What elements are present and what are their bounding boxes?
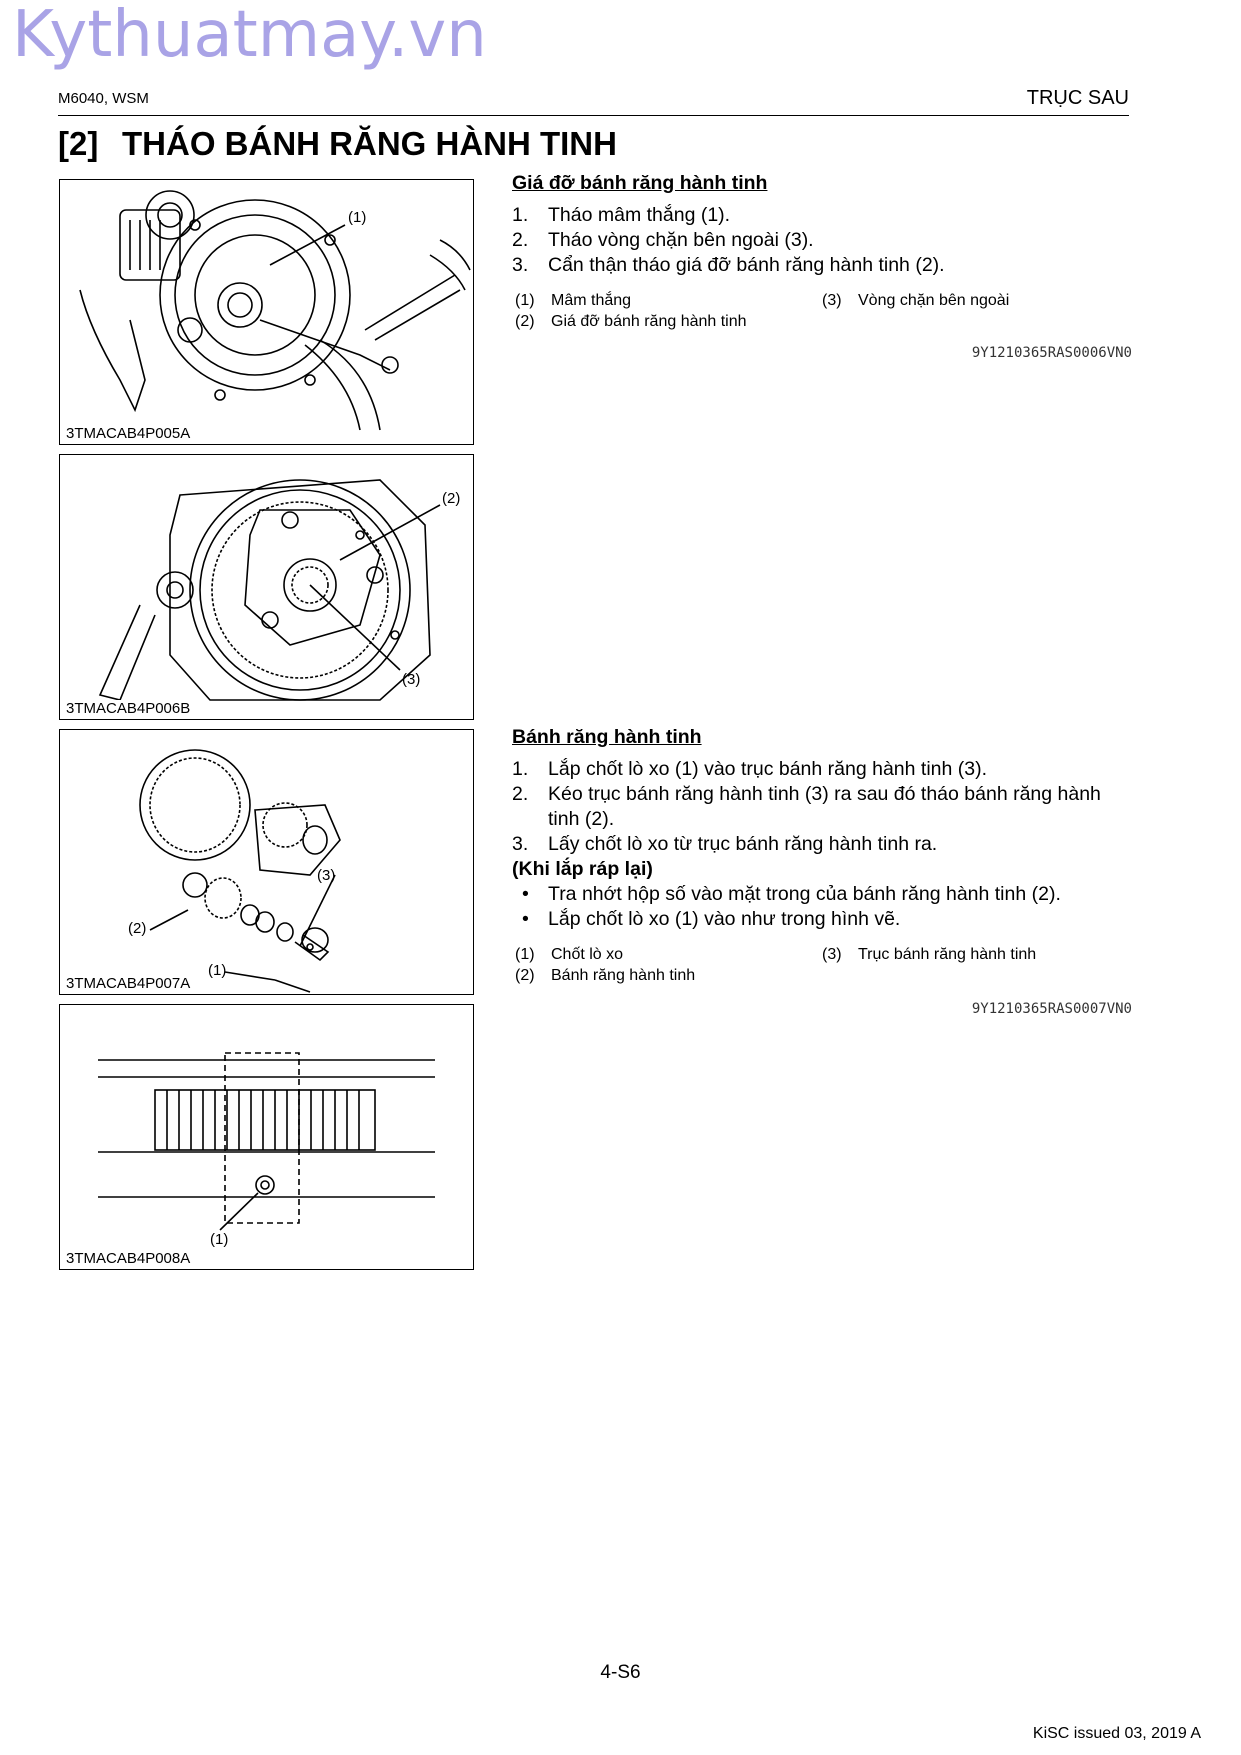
step-text: Cẩn thận tháo giá đỡ bánh răng hành tinh (2). [548,254,945,276]
step-item [512,228,1132,253]
step-number: 1. [512,204,529,226]
figure-code: 3TMACAB4P005A [66,425,191,442]
step-list [512,203,1132,278]
legend-value: Giá đỡ bánh răng hành tinh [551,313,747,330]
bullet-text: Lắp chốt lò xo (1) vào như trong hình vẽ. [548,908,901,930]
step-item [512,757,1132,782]
callout-1: (1) [348,209,367,226]
legend-item [822,290,1009,311]
step-item [512,832,1132,857]
legend-item [822,944,1036,965]
legend-key: (1) [515,292,535,309]
step-text: Kéo trục bánh răng hành tinh (3) ra sau đó tháo bánh răng hành tinh (2). [548,783,1101,830]
legend-key: (1) [515,946,535,963]
step-number: 2. [512,229,529,251]
reference-code: 9Y1210365RAS0006VN0 [971,345,1132,361]
figure-brake-disc [59,179,474,445]
figure-code: 3TMACAB4P008A [66,1250,191,1267]
figure-planetary-carrier [59,454,474,720]
step-text: Tháo vòng chặn bên ngoài (3). [548,229,814,251]
legend-key: (2) [515,313,535,330]
legend-item [515,290,631,311]
section-title-text: THÁO BÁNH RĂNG HÀNH TINH [122,125,617,162]
header-chapter: TRỤC SAU [1026,87,1129,109]
legend [512,290,1132,334]
legend-key: (3) [822,946,842,963]
bullet-item [512,907,1132,932]
bullet-text: Tra nhớt hộp số vào mặt trong của bánh răng hành tinh (2). [548,883,1061,905]
section-planetary-gear [512,726,1132,1017]
legend-value: Bánh răng hành tinh [551,967,696,984]
callout-3: (3) [317,867,336,884]
callout-3: (3) [402,671,421,688]
legend-item [515,944,623,965]
legend-key: (2) [515,967,535,984]
section-planetary-carrier [512,172,1132,361]
legend-key: (3) [822,292,842,309]
header-model: M6040, WSM [58,90,149,107]
figure-code: 3TMACAB4P007A [66,975,191,992]
section-number: [2] [58,125,99,162]
step-number: 3. [512,254,529,276]
callout-1: (1) [208,962,227,979]
step-item [512,203,1132,228]
watermark: Kythuatmay.vn [12,0,487,72]
subheading: Bánh răng hành tinh [512,726,702,748]
step-text: Lắp chốt lò xo (1) vào trục bánh răng hành tinh (3). [548,758,988,780]
bullet-icon: • [522,908,529,930]
figure-brake-disc-drawing [60,180,474,445]
figure-spring-pin-position [59,1004,474,1270]
figure-planetary-gear [59,729,474,995]
bullet-icon: • [522,883,529,905]
reassembly-note: (Khi lắp ráp lại) [512,858,653,880]
callout-1: (1) [210,1231,229,1248]
legend-value: Chốt lò xo [551,946,624,963]
callout-2: (2) [442,490,461,507]
step-text: Tháo mâm thắng (1). [548,204,731,226]
section-title [58,125,617,163]
header-divider [58,115,1129,116]
bullet-list [512,882,1132,932]
legend-item [515,311,747,332]
step-number: 1. [512,758,529,780]
subheading: Giá đỡ bánh răng hành tinh [512,172,768,194]
legend-value: Vòng chặn bên ngoài [858,292,1010,309]
figure-code: 3TMACAB4P006B [66,700,191,717]
step-text: Lấy chốt lò xo từ trục bánh răng hành tinh ra. [548,833,938,855]
legend-item [515,965,695,986]
footer-issue: KiSC issued 03, 2019 A [1032,1725,1201,1742]
legend-value: Mâm thắng [551,292,632,309]
reference-code: 9Y1210365RAS0007VN0 [971,1001,1132,1017]
page-number: 4-S6 [600,1662,641,1683]
figure-planetary-gear-drawing [60,730,474,995]
step-item [512,782,1132,832]
legend [512,944,1132,988]
step-number: 3. [512,833,529,855]
step-list [512,757,1132,857]
step-item [512,253,1132,278]
callout-2: (2) [128,920,147,937]
bullet-item [512,882,1132,907]
legend-value: Trục bánh răng hành tinh [858,946,1037,963]
figure-spring-pin-position-drawing [60,1005,474,1270]
step-number: 2. [512,783,529,805]
